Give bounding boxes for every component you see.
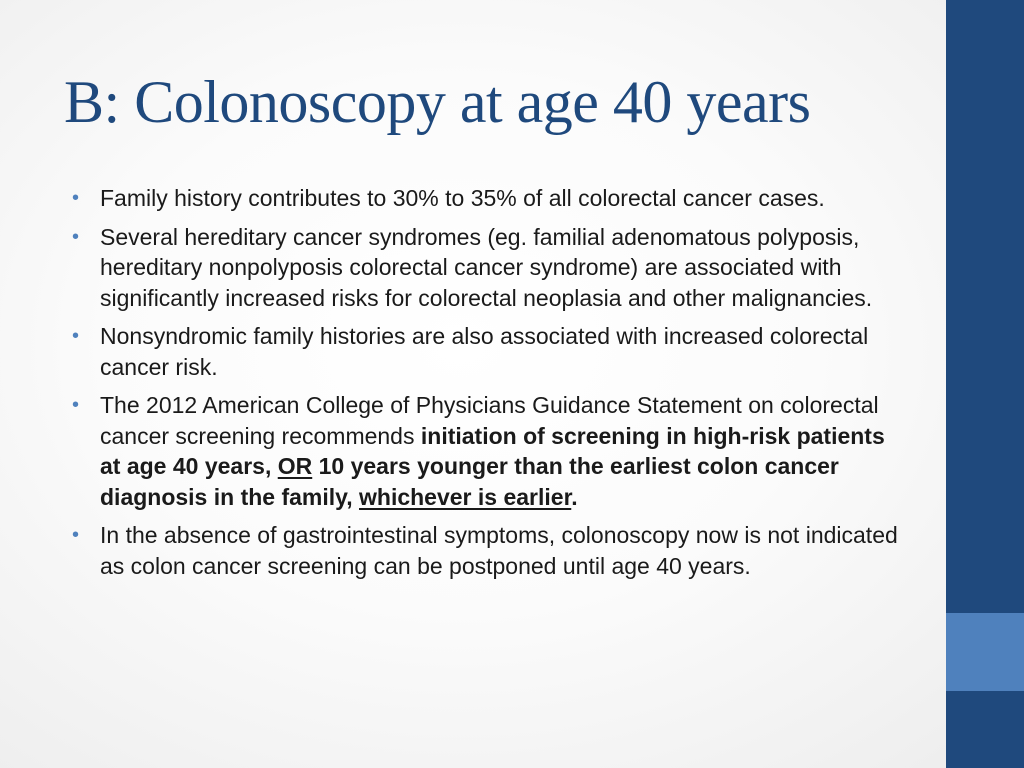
bullet-text: In the absence of gastrointestinal symptoms, colonoscopy now is not indicated as colon cancer screening can be postponed until age 40 years. xyxy=(100,522,898,579)
bullet-text-bold: . xyxy=(571,483,578,510)
bullet-text-bold-underline: whichever is earlier xyxy=(359,483,572,510)
slide-title: B: Colonoscopy at age 40 years xyxy=(64,69,811,135)
bullet-list xyxy=(72,183,902,589)
bullet-text: Nonsyndromic family histories are also associated with increased colorectal cancer risk. xyxy=(100,323,869,380)
bullet-text: The 2012 American College of Physicians Guidance Statement on colorectal cancer screening recommends xyxy=(100,392,879,449)
bullet-dot-icon: • xyxy=(72,325,80,347)
bullet-item xyxy=(72,390,902,512)
bullet-dot-icon: • xyxy=(72,394,80,416)
bullet-item xyxy=(72,183,902,214)
bullet-text-bold: initiation of screening in high-risk patients at age 40 years, xyxy=(100,422,885,479)
bullet-item xyxy=(72,520,902,581)
bullet-dot-icon: • xyxy=(72,524,80,546)
side-bar-accent xyxy=(946,613,1024,691)
bullet-item xyxy=(72,222,902,314)
bullet-dot-icon: • xyxy=(72,225,80,248)
bullet-text-bold: 10 years younger than the earliest colon cancer diagnosis in the family, xyxy=(100,453,839,510)
bullet-text: Family history contributes to 30% to 35% of all colorectal cancer cases. xyxy=(100,185,825,211)
bullet-text: Several hereditary cancer syndromes (eg. familial adenomatous polyposis, hereditary nonpolyposis colorectal cancer syndrome) are associated with significantly increased risks for colorectal neoplasia and other malignancies. xyxy=(100,223,873,311)
bullet-item xyxy=(72,321,902,382)
bullet-text-bold-underline: OR xyxy=(277,453,313,479)
bullet-dot-icon: • xyxy=(72,187,80,209)
